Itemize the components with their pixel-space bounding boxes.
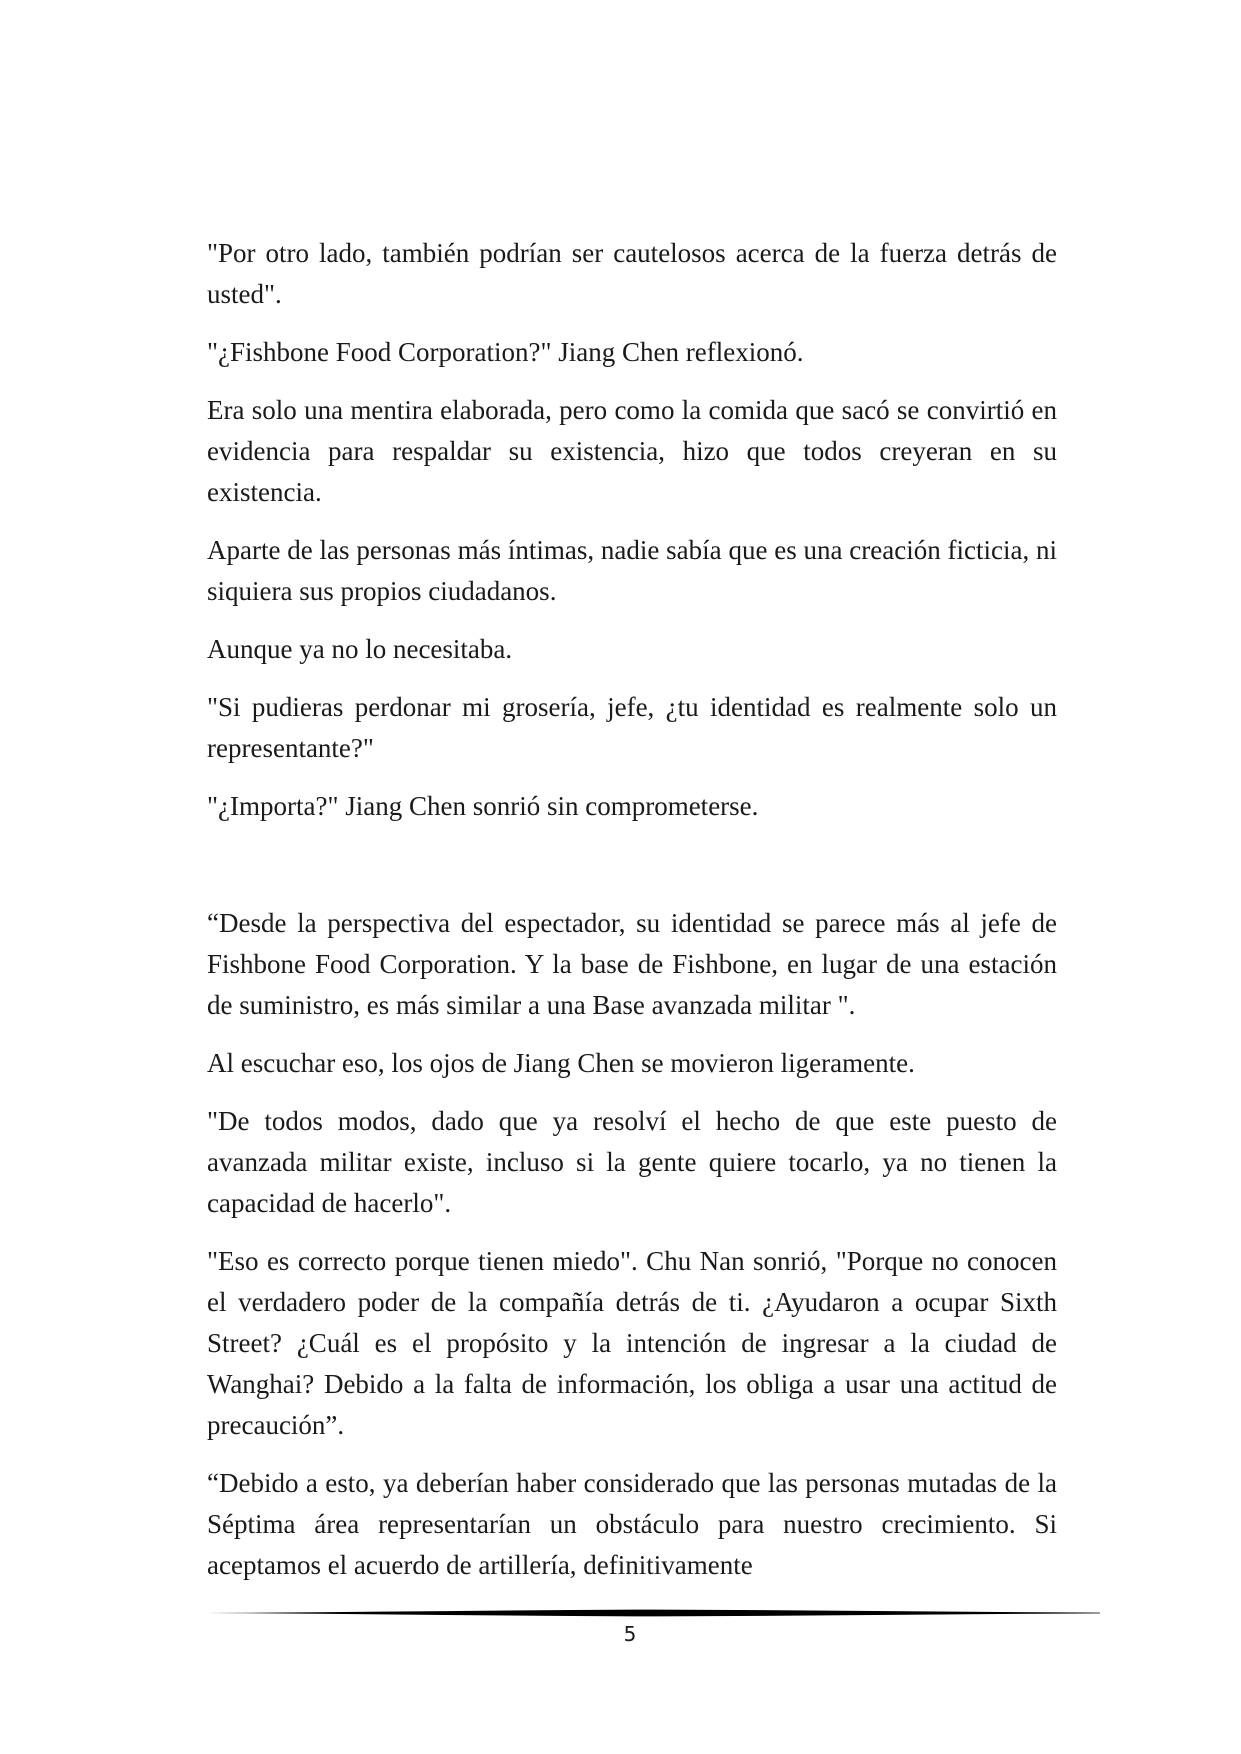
paragraph: "De todos modos, dado que ya resolví el hecho de que este puesto de avanzada militar existe, incluso si la gente quiere tocarlo, ya no tienen la capacidad de hacerlo". [207, 1106, 1057, 1218]
paragraph: "Si pudieras perdonar mi grosería, jefe, ¿tu identidad es realmente solo un representante?" [207, 692, 1057, 763]
paragraph: "Eso es correcto porque tienen miedo". Chu Nan sonrió, "Porque no conocen el verdadero poder de la compañía detrás de ti. ¿Ayudaron a ocupar Sixth Street? ¿Cuál es el propósito y la intención de ingresar a la ciudad de Wanghai? Debido a la falta de información, los obliga a usar una actitud de precaución”. [207, 1246, 1057, 1440]
paragraph: Aunque ya no lo necesitaba. [207, 634, 513, 664]
paragraph: "¿Importa?" Jiang Chen sonrió sin comprometerse. [207, 791, 759, 821]
paragraph: Aparte de las personas más íntimas, nadie sabía que es una creación ficticia, ni siquiera sus propios ciudadanos. [207, 535, 1057, 606]
footer-divider [207, 1608, 1100, 1618]
page-number: 5 [623, 1622, 637, 1646]
paragraph: “Debido a esto, ya deberían haber considerado que las personas mutadas de la Séptima área representarían un obstáculo para nuestro crecimiento. Si aceptamos el acuerdo de artillería, definitivamente [207, 1468, 1057, 1580]
text-section-1 [207, 233, 1057, 844]
text-section-2 [207, 903, 1057, 1603]
paragraph: "¿Fishbone Food Corporation?" Jiang Chen reflexionó. [207, 337, 804, 367]
paragraph: Era solo una mentira elaborada, pero como la comida que sacó se convirtió en evidencia para respaldar su existencia, hizo que todos creyeran en su existencia. [207, 395, 1057, 507]
paragraph: “Desde la perspectiva del espectador, su identidad se parece más al jefe de Fishbone Food Corporation. Y la base de Fishbone, en lugar de una estación de suministro, es más similar a una Base avanzada militar ". [207, 908, 1057, 1020]
paragraph: "Por otro lado, también podrían ser cautelosos acerca de la fuerza detrás de usted". [207, 238, 1057, 309]
paragraph: Al escuchar eso, los ojos de Jiang Chen se movieron ligeramente. [207, 1048, 915, 1078]
